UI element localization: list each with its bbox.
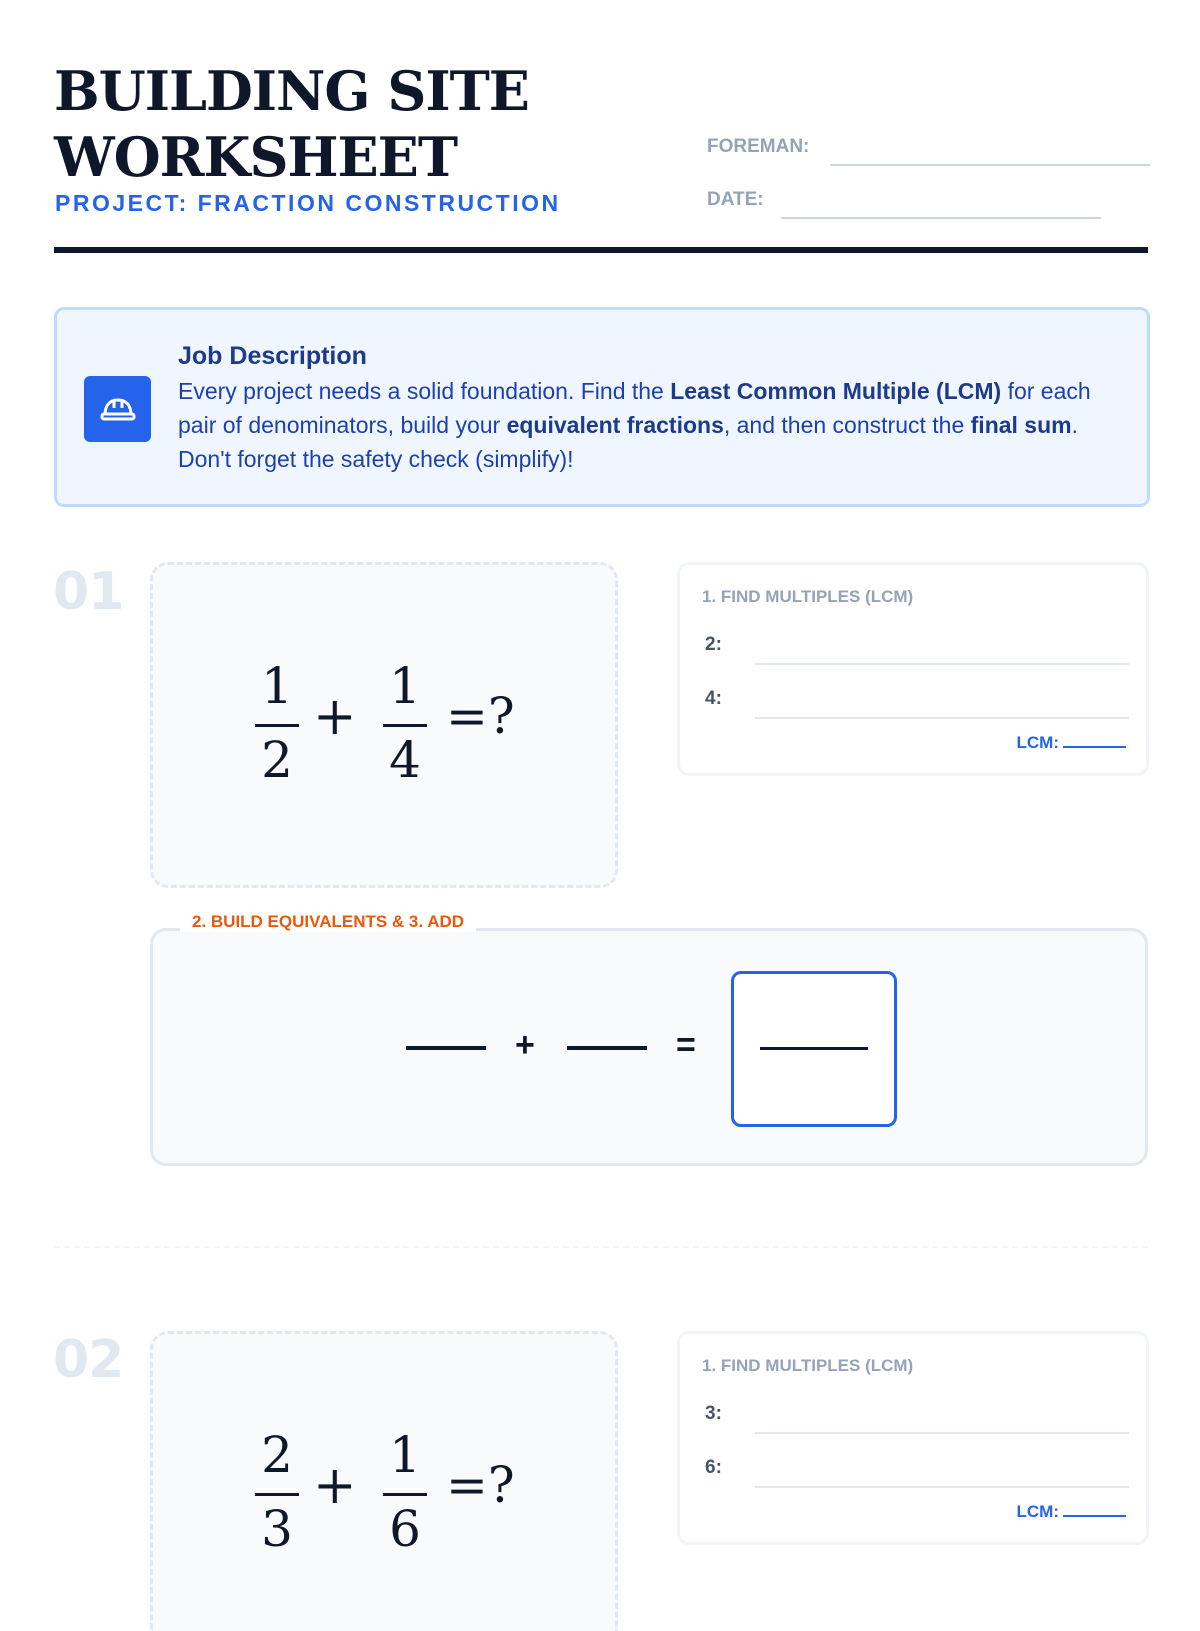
fraction-bar (383, 724, 427, 727)
multiples-label: 3: (705, 1403, 722, 1424)
fraction-bar (383, 1493, 427, 1496)
job-description-text: Every project needs a solid foundation. Find the Least Common Multiple (LCM) for each pair of denominators, build your equivalent fractions, and then construct the final sum. Don't forget the safety check (simplify)! (178, 378, 1091, 472)
lcm-answer-field[interactable] (1063, 746, 1126, 748)
numerator: 1 (389, 657, 421, 715)
lcm-title: 1. FIND MULTIPLES (LCM) (702, 587, 914, 606)
problem-number: 02 (53, 1330, 124, 1390)
lcm-answer: LCM: (1017, 733, 1126, 753)
fraction-bar (255, 1493, 299, 1496)
multiples-field[interactable] (755, 717, 1129, 719)
multiples-field[interactable] (755, 1432, 1129, 1434)
numerator: 1 (261, 657, 293, 715)
equals-sign: = (676, 1026, 696, 1064)
plus-sign: + (313, 687, 357, 747)
equivalent-fraction-blank[interactable] (567, 1046, 647, 1050)
problem-number: 01 (53, 562, 124, 622)
plus-sign: + (515, 1026, 535, 1064)
multiples-label: 4: (705, 688, 722, 709)
build-equivalents-card (150, 928, 1148, 1166)
page-title (54, 58, 529, 190)
job-description-title: Job Description (178, 342, 367, 370)
denominator: 6 (389, 1500, 421, 1558)
fraction-bar (255, 724, 299, 727)
denominator: 3 (261, 1500, 293, 1558)
foreman-label: FOREMAN: (707, 136, 810, 157)
title-line-2: WORKSHEET (54, 125, 458, 189)
denominator: 2 (261, 731, 293, 789)
lcm-answer-field[interactable] (1063, 1515, 1126, 1517)
foreman-field[interactable] (830, 164, 1150, 166)
sum-answer-box[interactable] (731, 971, 897, 1127)
project-subtitle: PROJECT: FRACTION CONSTRUCTION (55, 190, 561, 216)
section-divider (54, 1246, 1148, 1248)
denominator: 4 (389, 731, 421, 789)
equals-question: =? (446, 1456, 515, 1514)
build-equivalents-label: 2. BUILD EQUIVALENTS & 3. ADD (180, 912, 476, 932)
lcm-title: 1. FIND MULTIPLES (LCM) (702, 1356, 914, 1375)
lcm-card (677, 1331, 1149, 1545)
equivalent-fraction-blank[interactable] (406, 1046, 486, 1050)
multiples-label: 2: (705, 634, 722, 655)
sum-fraction-bar (760, 1047, 868, 1050)
hard-hat-icon (84, 376, 151, 442)
equals-question: =? (446, 687, 515, 745)
header-divider (54, 247, 1148, 253)
multiples-label: 6: (705, 1457, 722, 1478)
job-description-panel (54, 307, 1150, 507)
lcm-card (677, 562, 1149, 776)
title-line-1: BUILDING SITE (54, 59, 529, 123)
numerator: 2 (261, 1426, 293, 1484)
numerator: 1 (389, 1426, 421, 1484)
equation-card (150, 1331, 618, 1631)
multiples-field[interactable] (755, 1486, 1129, 1488)
multiples-field[interactable] (755, 663, 1129, 665)
fraction-equation (253, 657, 553, 797)
fraction-equation (253, 1426, 553, 1566)
lcm-answer: LCM: (1017, 1502, 1126, 1522)
equation-card (150, 562, 618, 888)
date-label: DATE: (707, 189, 764, 210)
date-field[interactable] (781, 217, 1101, 219)
plus-sign: + (313, 1456, 357, 1516)
